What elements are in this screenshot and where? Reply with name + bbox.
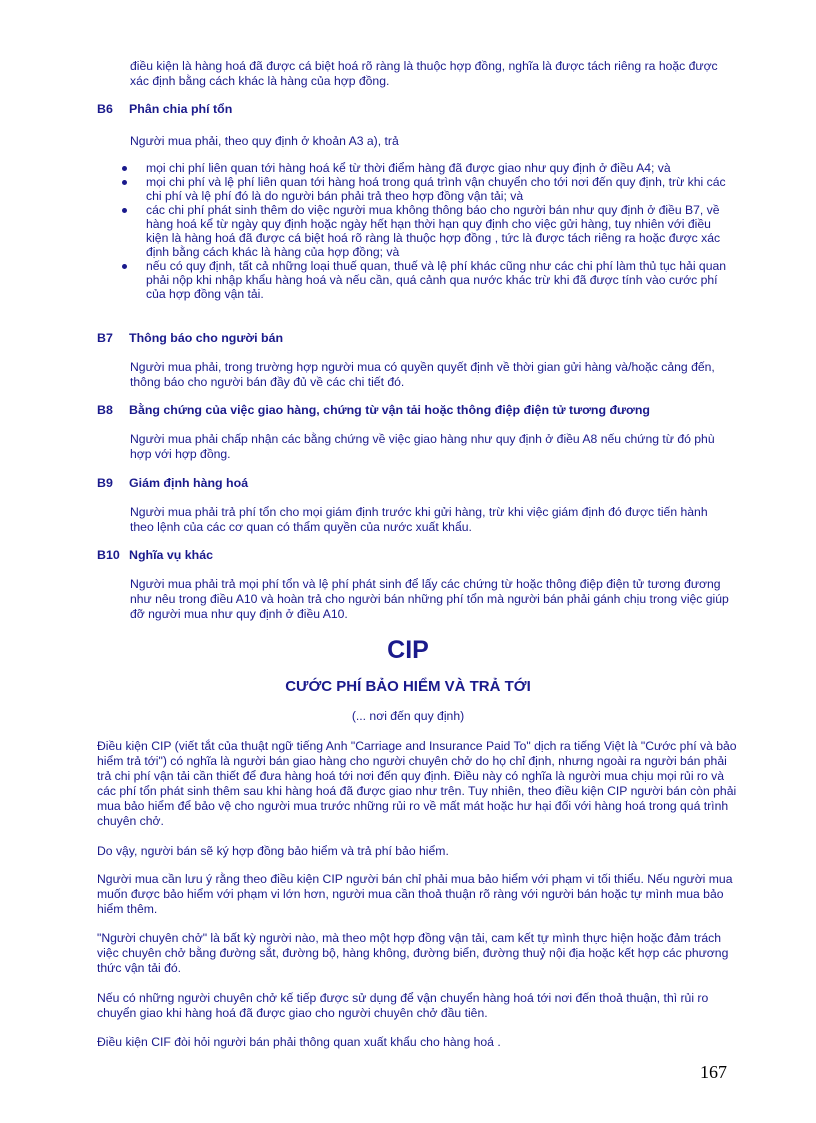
- section-number: B6: [97, 102, 113, 116]
- section-heading-b9: [97, 476, 248, 491]
- b10-text: Người mua phải trả mọi phí tổn và lệ phí phát sinh để lấy các chứng từ hoặc thông điệp điện tử tương đương như nêu trong điều A10 và hoàn trả cho người bán những phí tổn mà người bán phải gánh chịu trong việc giúp đỡ người mua như quy định ở điều A10.: [130, 577, 729, 621]
- cip-paragraph: Điều kiện CIP (viết tắt của thuật ngữ tiếng Anh "Carriage and Insurance Paid To" dịch ra tiếng Việt là "Cước phí và bảo hiểm trả tới") có nghĩa là người bán giao hàng cho người chuyên chở do họ chỉ định, nhưng ngoài ra người bán phải trả chi phí vận tải cần thiết để đưa hàng hoá tới nơi đến quy định. Điều này có nghĩa là người mua chịu mọi rủi ro và các phí tổn phát sinh thêm sau khi hàng hoá đã được giao như trên. Tuy nhiên, theo điều kiện CIP người bán còn phải mua bảo hiểm để bảo vệ cho người mua trước những rủi ro về mất mát hoặc hư hại đối với hàng hoá trong quá trình chuyên chở.: [97, 739, 737, 828]
- cip-paragraph: Nếu có những người chuyên chở kế tiếp được sử dụng để vận chuyển hàng hoá tới nơi đến thoả thuận, thì rủi ro chuyển giao khi hàng hoá đã được giao cho người chuyên chở đầu tiên.: [97, 991, 709, 1020]
- b9-text: Người mua phải trả phí tổn cho mọi giám định trước khi gửi hàng, trừ khi việc giám định đó được tiến hành theo lệnh của các cơ quan có thẩm quyền của nước xuất khẩu.: [130, 505, 708, 534]
- cip-paragraph: Điều kiện CIF đòi hỏi người bán phải thông quan xuất khẩu cho hàng hoá .: [97, 1035, 501, 1049]
- cip-note: (... nơi đến quy định): [351, 709, 465, 723]
- b8-text: Người mua phải chấp nhận các bằng chứng về việc giao hàng như quy định ở điều A8 nếu chứng từ đó phù hợp với hợp đồng.: [130, 432, 715, 461]
- cip-paragraph: "Người chuyên chở" là bất kỳ người nào, mà theo một hợp đồng vận tải, cam kết tự mình thực hiện hoặc đảm trách việc chuyên chở bằng đường sắt, đường bộ, hàng không, đường biển, đường thuỷ nội địa hoặc kết hợp các phương thức vận tải đó.: [97, 931, 729, 975]
- section-number: B10: [97, 548, 120, 562]
- section-heading-b7: [97, 331, 283, 346]
- b6-intro: Người mua phải, theo quy định ở khoản A3 a), trả: [130, 134, 399, 148]
- cip-paragraph: Người mua cần lưu ý rằng theo điều kiện CIP người bán chỉ phải mua bảo hiểm với phạm vi tối thiểu. Nếu người mua muốn được bảo hiểm với phạm vi lớn hơn, người mua cần thoả thuận rõ ràng với người bán hoặc tự mình mua bảo hiểm thêm.: [97, 872, 733, 916]
- section-title: Giám định hàng hoá: [129, 476, 249, 490]
- list-item: các chi phí phát sinh thêm do việc người mua không thông báo cho người bán như quy định ở điều B7, về hàng hoá kể từ ngày quy định hoặc ngày hết hạn thời hạn quy định cho việc gửi hàng, tuy nhiên với điều kiện là hàng hoá đã được cá biệt hoá rõ ràng là thuộc hợp đồng , tức là được tách riêng ra hoặc được xác định bằng cách khác là hàng của hợp đồng; và: [122, 203, 734, 259]
- cip-title: CIP: [387, 636, 429, 664]
- section-number: B7: [97, 331, 113, 345]
- intro-continuation: điều kiện là hàng hoá đã được cá biệt hoá rõ ràng là thuộc hợp đồng, nghĩa là được tách riêng ra hoặc được xác định bằng cách khác là hàng của hợp đồng.: [130, 59, 718, 88]
- list-item: mọi chi phí và lệ phí liên quan tới hàng hoá trong quá trình vận chuyển cho tới nơi đến quy định, trừ khi các chi phí và lệ phí đó là do người bán phải trả theo hợp đồng vận tải; và: [122, 175, 734, 203]
- bullet-icon: [122, 208, 127, 213]
- cip-subtitle: CƯỚC PHÍ BẢO HIỂM VÀ TRẢ TỚI: [285, 678, 531, 695]
- list-item: mọi chi phí liên quan tới hàng hoá kể từ thời điểm hàng đã được giao như quy định ở điều A4; và: [122, 161, 734, 175]
- section-title: Phân chia phí tổn: [129, 102, 233, 116]
- b7-text: Người mua phải, trong trường hợp người mua có quyền quyết định về thời gian gửi hàng và/hoặc cảng đến, thông báo cho người bán đầy đủ về các chi tiết đó.: [130, 360, 715, 389]
- list-item: nếu có quy định, tất cả những loại thuế quan, thuế và lệ phí khác cũng như các chi phí làm thủ tục hải quan phải nộp khi nhập khẩu hàng hoá và nếu cần, quá cảnh qua nước khác trừ khi đã được tính vào cước phí của hợp đồng vận tải.: [122, 259, 734, 301]
- section-title: Thông báo cho người bán: [129, 331, 284, 345]
- section-number: B9: [97, 476, 113, 490]
- section-heading-b10: [97, 548, 213, 563]
- section-title: Bằng chứng của việc giao hàng, chứng từ vận tải hoặc thông điệp điện tử tương đương: [129, 403, 650, 417]
- b6-bullet-list: [122, 161, 734, 301]
- page-number: 167: [700, 1062, 727, 1082]
- section-number: B8: [97, 403, 113, 417]
- cip-paragraph: Do vậy, người bán sẽ ký hợp đồng bảo hiểm và trả phí bảo hiểm.: [97, 844, 449, 858]
- section-heading-b6: [97, 102, 232, 117]
- bullet-icon: [122, 166, 127, 171]
- section-title: Nghĩa vụ khác: [129, 548, 214, 562]
- bullet-icon: [122, 264, 127, 269]
- section-heading-b8: [97, 403, 650, 418]
- bullet-icon: [122, 180, 127, 185]
